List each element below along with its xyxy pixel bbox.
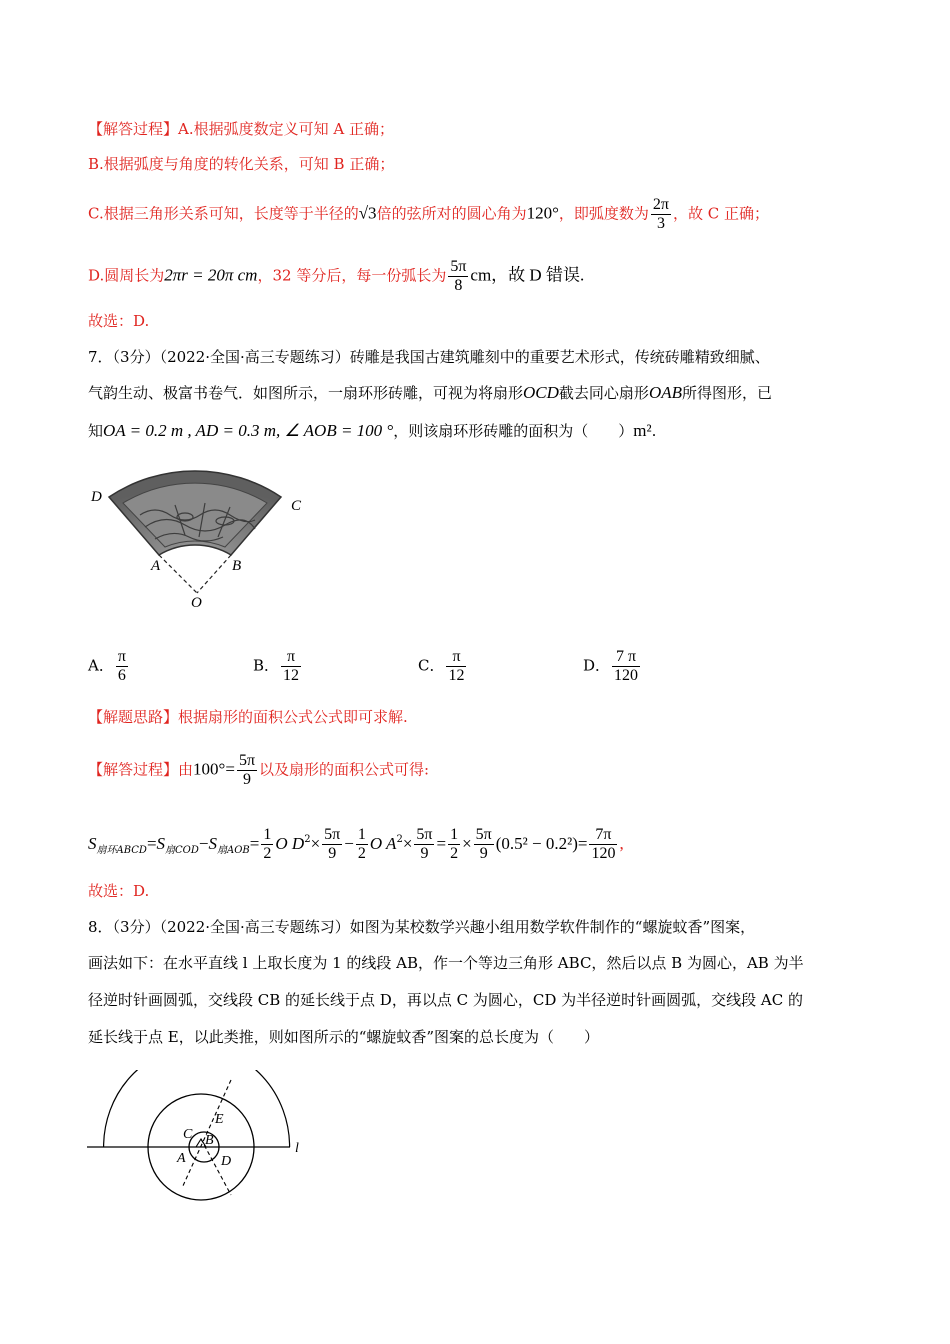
- q8-line3: 径逆时针画圆弧，交线段 CB 的延长线于点 D，再以点 C 为圆心，CD 为半径逆时针画圆弧，交线段 AC 的: [88, 991, 803, 1009]
- option-c[interactable]: C． $\frac{\pi}{12}$: [418, 648, 465, 684]
- q8-line2: 画法如下：在水平直线 l 上取长度为 1 的线段 AB，作一个等边三角形 ABC，然后以点 B 为圆心，AB 为半: [88, 954, 804, 972]
- fraction-2pi-3: $\frac{2\pi}{3}$: [652, 196, 669, 232]
- label-a: A: [177, 1151, 186, 1166]
- dashed-line-ao: [159, 555, 197, 593]
- given-values: OA = 0.2 m , AD = 0.3 m, ∠ AOB = 100 °: [103, 421, 394, 440]
- sol6-answer: 故选：D.: [88, 312, 150, 330]
- label-o: O: [191, 595, 202, 611]
- option-d[interactable]: D． $\frac{7 \pi}{120}$: [583, 648, 639, 684]
- brick-carving-figure: [85, 455, 325, 620]
- label-c: C: [291, 498, 302, 514]
- q8-line1: 8．（3分）（2022·全国·高三专题练习）如图为某校数学兴趣小组用数学软件制作的“螺旋蚊香”图案，: [88, 918, 756, 936]
- sol6-line4: D.圆周长为2πr = 20π cm，32 等分后，每一份弧长为 $\frac{5\pi}{8}$ cm，故 D 错误.: [88, 258, 585, 294]
- sol6-line1: 【解答过程】A.根据弧度数定义可知 A 正确；: [88, 120, 394, 138]
- q7-process: 【解答过程】由100°= $\frac{5\pi}{9}$ 以及扇形的面积公式可得:: [88, 752, 430, 788]
- q7-line3: 知OA = 0.2 m , AD = 0.3 m, ∠ AOB = 100 °，则该扇环形砖雕的面积为（ ）m².: [88, 421, 657, 440]
- sqrt3: √3: [358, 203, 377, 223]
- label-c: C: [183, 1127, 193, 1142]
- label-b: B: [205, 1133, 214, 1148]
- q7-line2: 气韵生动、极富书卷气．如图所示，一扇环形砖雕，可视为将扇形OCD截去同心扇形OAB所得图形，已: [88, 383, 772, 402]
- label-d: D: [221, 1154, 232, 1169]
- label-e: E: [215, 1112, 224, 1127]
- option-b[interactable]: B． $\frac{\pi}{12}$: [253, 648, 300, 684]
- label-b: B: [232, 558, 242, 574]
- q8-line4: 延长线于点 E，以此类推，则如图所示的“螺旋蚊香”图案的总长度为（ ）: [88, 1028, 600, 1046]
- option-a[interactable]: A． $\frac{\pi}{6}$: [88, 648, 126, 684]
- solution-tag: 【解答过程】: [88, 120, 179, 138]
- fraction-5pi-8: $\frac{5\pi}{8}$: [450, 258, 467, 294]
- sol6-line3: C.根据三角形关系可知，长度等于半径的√3倍的弦所对的圆心角为120°，即弧度数为 $\frac{2\pi}{3}$ ，故 C 正确；: [88, 196, 769, 232]
- spiral-figure: [85, 1070, 315, 1205]
- circumference-formula: 2πr = 20π cm: [164, 265, 258, 285]
- label-l: l: [295, 1141, 299, 1156]
- sol6-line2: B.根据弧度与角度的转化关系，可知 B 正确；: [88, 155, 395, 173]
- q7-idea: 【解题思路】根据扇形的面积公式公式即可求解.: [88, 708, 408, 726]
- q7-answer: 故选：D.: [88, 882, 150, 900]
- q7-line1: 7．（3分）（2022·全国·高三专题练习）砖雕是我国古建筑雕刻中的重要艺术形式，传统砖雕精致细腻、: [88, 348, 770, 366]
- angle-120: 120°: [526, 203, 559, 223]
- dashed-line-bo: [197, 555, 231, 593]
- area-formula: $S_{扇环ABCD}=S_{扇COD}-S_{扇AOB}=$ $\frac{1}{2}$ O $D^2\times$ $\frac{5\pi}{9}$ − $\frac{1}{2}$ O $A^2\times$ $\frac{5\pi}{9}$ = $\frac{1}{2}$ × $\frac{5\pi}{9}$ (0.5² − 0.2²)= $\frac{7\pi}{120}$ ,: [88, 826, 624, 862]
- label-d: D: [91, 489, 102, 505]
- label-a: A: [151, 558, 161, 574]
